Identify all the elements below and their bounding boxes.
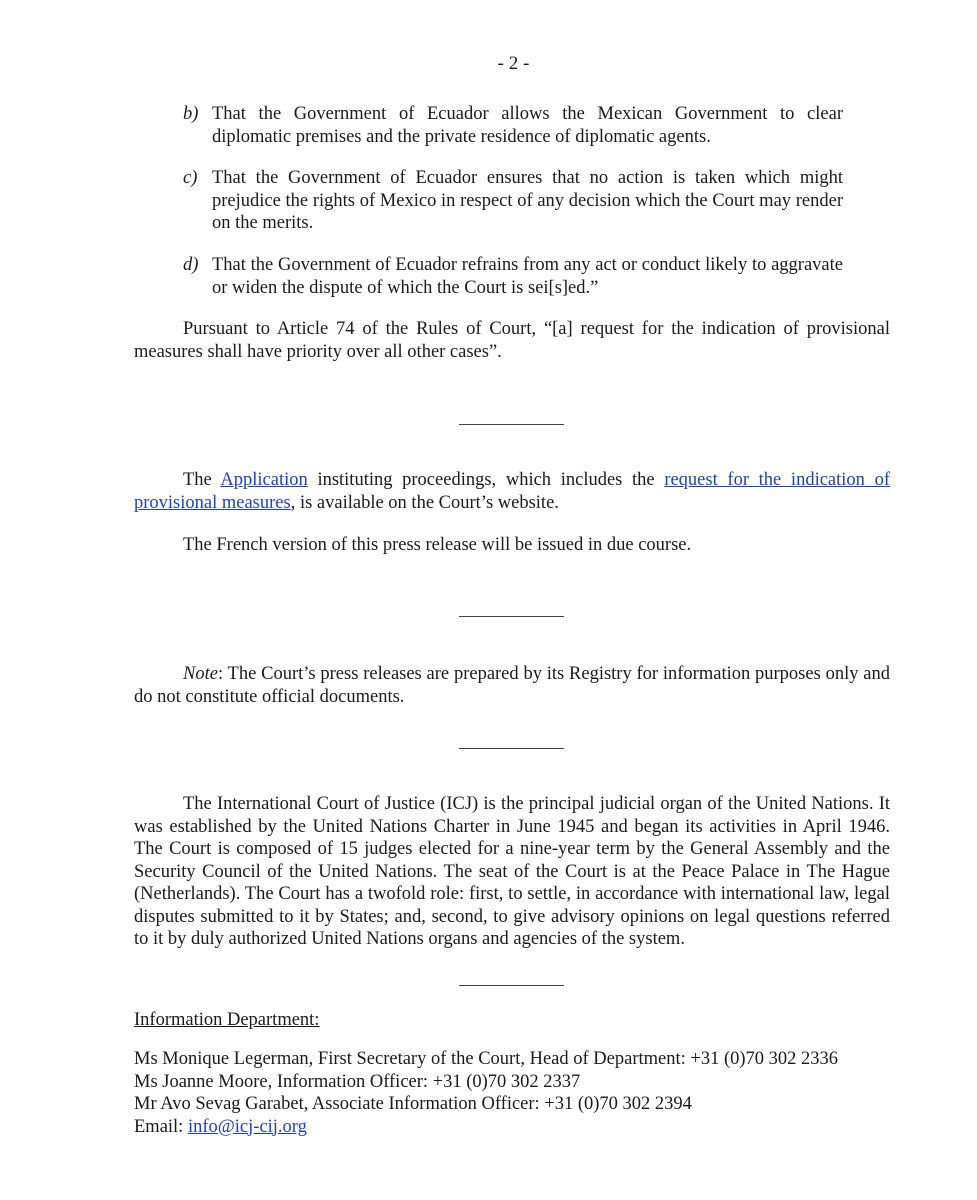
note-paragraph [134,663,890,708]
application-paragraph [134,469,890,514]
list-item-d [183,254,843,299]
note-text: : The Court’s press releases are prepared by its Registry for information purposes only and do not constitute official documents. [134,664,890,707]
contact-list [134,1048,894,1138]
item-text: That the Government of Ecuador ensures that no action is taken which might prejudice the rights of Mexico in respect of any decision which the Court may render on the merits. [212,168,843,233]
separator-rule [459,616,564,617]
application-suffix: , is available on the Court’s website. [290,492,559,513]
contact-line: Ms Joanne Moore, Information Officer: +31 (0)70 302 2337 [134,1071,581,1092]
list-item-b [183,103,843,148]
contact-line: Mr Avo Sevag Garabet, Associate Information Officer: +31 (0)70 302 2394 [134,1094,692,1114]
application-middle: instituting proceedings, which includes the [307,470,665,490]
separator-rule [459,985,564,986]
list-item-c [183,167,843,235]
separator-rule [459,424,564,425]
email-line [134,1116,894,1139]
item-label: d) [183,255,199,275]
application-prefix: The [183,470,221,490]
item-label: c) [183,168,198,188]
french-version-paragraph: The French version of this press release will be issued in due course. [183,535,692,555]
application-link[interactable]: Application [220,470,308,490]
email-label: Email: [134,1116,188,1137]
icj-paragraph: The International Court of Justice (ICJ) is the principal judicial organ of the United Nations. It was established by the United Nations Charter in June 1945 and began its activities in April 1946. The Court is composed of 15 judges elected for a nine-year term by the General Assembly and the Security Council of the United Nations. The seat of the Court is at the Peace Palace in The Hague (Netherlands). The Court has a twofold role: first, to settle, in accordance with international law, legal disputes submitted to it by States; and, second, to give advisory opinions on legal questions referred to it by duly authorized United Nations organs and agencies of the system. [134,794,890,949]
item-text: That the Government of Ecuador refrains from any act or conduct likely to aggravate or widen the dispute of which the Court is sei[s]ed.” [212,255,843,298]
contact-line: Ms Monique Legerman, First Secretary of the Court, Head of Department: +31 (0)70 302 2336 [134,1049,839,1069]
page-number: - 2 - [497,53,530,74]
item-label: b) [183,104,199,124]
pursuant-paragraph: Pursuant to Article 74 of the Rules of Court, “[a] request for the indication of provisional measures shall have priority over all other cases”. [134,319,890,362]
email-link[interactable]: info@icj-cij.org [187,1116,307,1137]
info-department-heading: Information Department: [134,1010,320,1030]
provisional-measures-link[interactable]: request for the indication of provisional measures [134,470,890,513]
separator-rule [459,748,564,749]
item-text: That the Government of Ecuador allows the Mexican Government to clear diplomatic premises and the private residence of diplomatic agents. [212,104,843,147]
note-label: Note [183,664,218,684]
